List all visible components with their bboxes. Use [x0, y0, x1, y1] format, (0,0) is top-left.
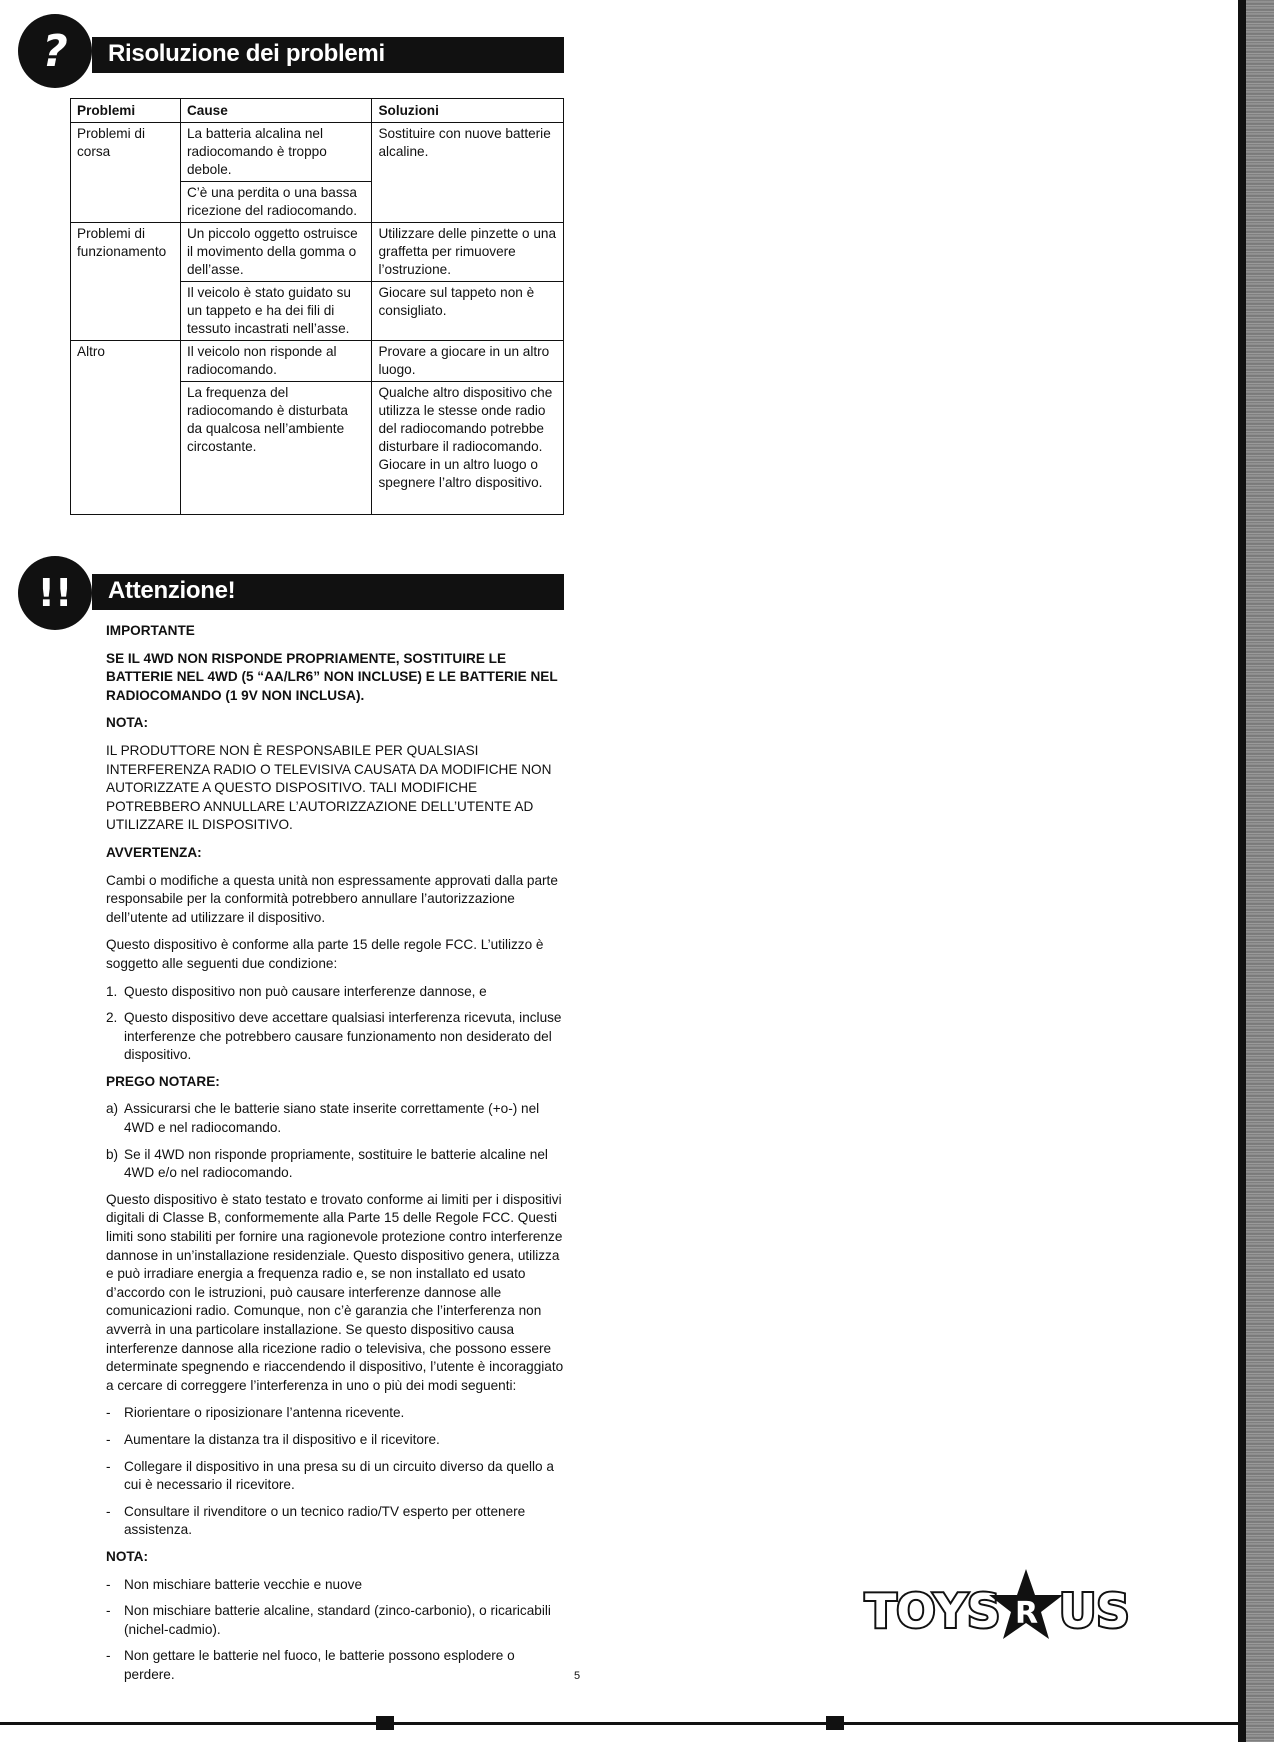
cause-cell: La frequenza del radiocomando è disturbata da qualcosa nell’ambiente circostante.: [180, 382, 372, 515]
table-row: [71, 223, 564, 282]
header-soluzioni: Soluzioni: [372, 99, 564, 123]
cause-cell: Un piccolo oggetto ostruisce il movimento della gomma o dell’asse.: [180, 223, 372, 282]
dash-marker: -: [106, 1458, 111, 1474]
list-item: [106, 1602, 566, 1639]
logo-text-us: US: [1059, 1584, 1130, 1638]
list-item: [106, 1009, 566, 1065]
scan-edge-texture: [1246, 0, 1274, 1742]
bottom-rule: [0, 1722, 1246, 1725]
list-item-text: Se il 4WD non risponde propriamente, sostituire le batterie alcaline nel 4WD e/o nel radiocomando.: [124, 1146, 548, 1181]
cause-cell: La batteria alcalina nel radiocomando è troppo debole.: [180, 123, 372, 182]
solution-cell: Giocare sul tappeto non è consigliato.: [372, 282, 564, 341]
list-item: [106, 1503, 566, 1540]
nota-heading: NOTA:: [106, 715, 149, 731]
solution-cell: Utilizzare delle pinzette o una graffetta per rimuovere l’ostruzione.: [372, 223, 564, 282]
list-item-text: Non mischiare batterie alcaline, standard (zinco-carbonio), o ricaricabili (nichel-cadmio).: [124, 1603, 551, 1637]
list-item-text: Collegare il dispositivo in una presa su di un circuito diverso da quello a cui è necessario il ricevitore.: [124, 1458, 554, 1493]
dash-marker: -: [106, 1405, 111, 1421]
dash-marker: -: [106, 1576, 111, 1592]
problem-cell: Problemi di funzionamento: [71, 223, 181, 341]
list-item: [106, 1576, 566, 1595]
warning-title: Attenzione!: [108, 577, 236, 604]
list-item: [106, 1146, 566, 1183]
crop-mark: [376, 1716, 394, 1730]
dash-marker: -: [106, 1603, 111, 1619]
troubleshooting-table: [70, 98, 564, 515]
list-item-text: Riorientare o riposizionare l’antenna ricevente.: [124, 1405, 405, 1421]
logo-text-r: R: [1015, 1596, 1039, 1631]
list-item: [106, 1458, 566, 1495]
problem-cell: Altro: [71, 341, 181, 515]
cause-cell: Il veicolo non risponde al radiocomando.: [180, 341, 372, 382]
avvertenza-heading: AVVERTENZA:: [106, 844, 202, 860]
list-item-text: Assicurarsi che le batterie siano state inserite correttamente (+o-) nel 4WD e nel radiocomando.: [124, 1101, 540, 1136]
warning-banner: [92, 574, 564, 610]
page-number: 5: [574, 1670, 581, 1682]
nota-text: IL PRODUTTORE NON È RESPONSABILE PER QUALSIASI INTERFERENZA RADIO O TELEVISIVA CAUSATA DA MODIFICHE NON AUTORIZZATE A QUESTO DISPOSITIVO. TALI MODIFICHE POTREBBERO ANNULLARE L’AUTORIZZAZIONE DELL’UTENTE AD UTILIZZARE IL DISPOSITIVO.: [106, 742, 552, 833]
list-item: [106, 1647, 566, 1684]
list-marker: a): [106, 1101, 119, 1117]
solution-cell: Provare a giocare in un altro luogo.: [372, 341, 564, 382]
list-item-text: Non gettare le batterie nel fuoco, le batterie possono esplodere o perdere.: [124, 1648, 515, 1682]
exclamation-badge-icon: !!: [18, 556, 92, 630]
table-header-row: [71, 99, 564, 123]
list-item: [106, 1431, 566, 1450]
question-mark-badge-icon: ?: [18, 14, 92, 88]
scan-edge-line: [1238, 0, 1246, 1742]
classb-text: Questo dispositivo è stato testato e trovato conforme ai limiti per i dispositivi digitali di Classe B, conformemente alla Parte 15 delle Regole FCC. Questi limiti sono stabiliti per fornire una ragionevole protezione contro interferenze dannose in un’installazione residenziale. Questo dispositivo genera, utilizza e può irradiare energia a frequenza radio e, se non installato ed usato d’accordo con le istruzioni, può causare interferenze dannose alle comunicazioni radio. Comunque, non c’è garanzia che l’interferenza non avverrà in una particolare installazione. Se questo dispositivo causa interferenze dannose alla ricezione radio o televisiva, che possono essere determinate spegnendo e riaccendendo il dispositivo, l’utente è incoraggiato a cercare di correggere l’interferenza in uno o più dei modi seguenti:: [106, 1191, 564, 1393]
list-item: [106, 1100, 566, 1137]
list-item-text: Consultare il rivenditore o un tecnico radio/TV esperto per ottenere assistenza.: [124, 1503, 526, 1538]
list-item: [106, 1404, 566, 1423]
troubleshooting-banner: [92, 37, 564, 73]
list-marker: b): [106, 1146, 119, 1162]
important-text: SE IL 4WD NON RISPONDE PROPRIAMENTE, SOSTITUIRE LE BATTERIE NEL 4WD (5 “AA/LR6” NON INCLUSE) E LE BATTERIE NEL RADIOCOMANDO (1 9V NON INCLUSA).: [106, 650, 558, 703]
dash-marker: -: [106, 1431, 111, 1447]
header-cause: Cause: [180, 99, 372, 123]
table-row: [71, 123, 564, 182]
problem-cell: Problemi di corsa: [71, 123, 181, 223]
list-item-text: Aumentare la distanza tra il dispositivo e il ricevitore.: [124, 1431, 440, 1447]
list-marker: 1.: [106, 983, 118, 999]
prego-heading: PREGO NOTARE:: [106, 1073, 220, 1089]
table-row: [71, 341, 564, 382]
solution-cell: Sostituire con nuove batterie alcaline.: [372, 123, 564, 223]
list-item-text: Non mischiare batterie vecchie e nuove: [124, 1576, 363, 1592]
nota2-heading: NOTA:: [106, 1548, 149, 1564]
dash-marker: -: [106, 1648, 111, 1664]
fcc-text: Questo dispositivo è conforme alla parte 15 delle regole FCC. L’utilizzo è soggetto alle seguenti due condizione:: [106, 937, 544, 971]
logo-text-toys: TOYS: [865, 1584, 1001, 1638]
cause-cell: C’è una perdita o una bassa ricezione del radiocomando.: [180, 182, 372, 223]
list-item-text: Questo dispositivo deve accettare qualsiasi interferenza ricevuta, incluse interferenze che potrebbero causare funzionamento non desiderato del dispositivo.: [124, 1010, 562, 1063]
cause-cell: Il veicolo è stato guidato su un tappeto e ha dei fili di tessuto incastrati nell’asse.: [180, 282, 372, 341]
list-item-text: Questo dispositivo non può causare interferenze dannose, e: [124, 983, 487, 999]
warning-content: [106, 622, 566, 1693]
dash-marker: -: [106, 1503, 111, 1519]
toys-r-us-logo: [863, 1565, 1138, 1655]
crop-mark: [826, 1716, 844, 1730]
list-item: [106, 983, 566, 1002]
avvertenza-text: Cambi o modifiche a questa unità non espressamente approvati dalla parte responsabile per la conformità potrebbero annullare l’autorizzazione dell’utente ad utilizzare il dispositivo.: [106, 872, 558, 925]
solution-cell: Qualche altro dispositivo che utilizza le stesse onde radio del radiocomando potrebbe disturbare il radiocomando. Giocare in un altro luogo o spegnere l’altro dispositivo.: [372, 382, 564, 515]
list-marker: 2.: [106, 1010, 118, 1026]
important-heading: IMPORTANTE: [106, 623, 195, 638]
troubleshooting-title: Risoluzione dei problemi: [108, 40, 385, 67]
header-problemi: Problemi: [71, 99, 181, 123]
